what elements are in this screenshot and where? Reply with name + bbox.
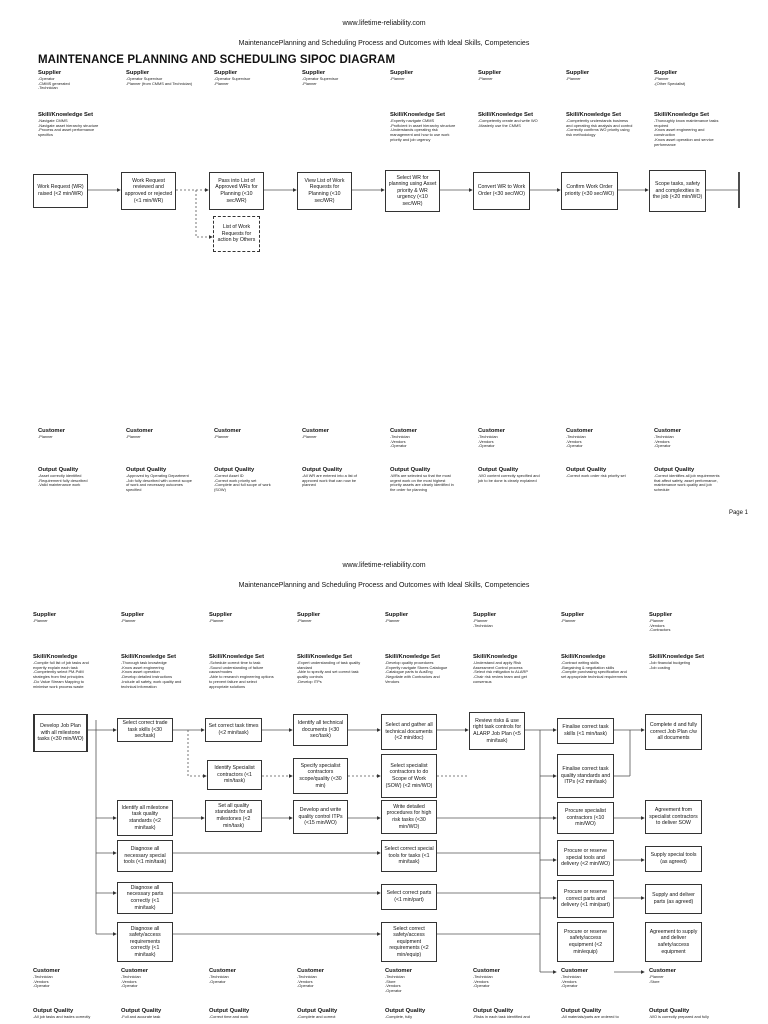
header-subtitle-2: MaintenancePlanning and Scheduling Process and Outcomes with Ideal Skills, Competencies	[238, 582, 530, 589]
p2-supplier-1-line: -Planner	[33, 618, 48, 623]
p2-skill-2-line: technical information	[121, 683, 157, 689]
p1-output-4-label: Output Quality	[302, 467, 343, 473]
p2-skill-7-line: -Bargaining & negotiation skills	[561, 664, 615, 670]
p1-customer-3-line: -Planner	[214, 434, 229, 439]
p1-supplier-4-line: -Planner	[302, 80, 317, 86]
p2-customer-2-line: -Vendors	[121, 978, 137, 984]
p2-skill-7-line: -Compile purchasing specification and	[561, 669, 627, 675]
p2-skill-3-line: appropriate solutions	[209, 683, 246, 689]
box-select-trade-skills: Select correct trade task skills (<30 sec/task)	[117, 718, 173, 742]
p2-skill-2-line: -Include all safety, work quality and	[121, 678, 182, 684]
p2-skill-8-label: Skill/Knowledge Set	[649, 654, 705, 660]
p2-skill-7-line: -Contract writing skills	[561, 660, 599, 665]
p1-customer-7-line: -Operator	[566, 443, 583, 449]
p1-supplier-5-line: -Planner	[390, 76, 405, 81]
box-select-docs: Select and gather all technical documents (<2 min/doc)	[381, 714, 437, 750]
p2-skill-3-label: Skill/Knowledge Set	[209, 654, 265, 660]
p1-supplier-6-line: -Planner	[478, 76, 493, 81]
box-select-safety: Select correct safety/access equipment requirements (<2 min/equip)	[381, 922, 437, 962]
p2-supplier-5-label: Supplier	[385, 612, 409, 618]
p2-skill-3-line: cause/modes	[209, 669, 233, 675]
diagram-title: MAINTENANCE PLANNING AND SCHEDULING SIPOC DIAGRAM	[38, 54, 396, 66]
box-set-quality: Set all quality standards for all milestones (<2 min/task)	[205, 800, 262, 832]
p1-customer-5-line: -Operator	[390, 443, 407, 449]
p1-output-1-line: -Asset correctly identified	[38, 473, 82, 478]
p1-output-8-label: Output Quality	[654, 467, 695, 473]
p1-customer-6-line: -Vendors	[478, 438, 494, 444]
p2-customer-8-line: -Store	[649, 978, 660, 984]
p1-supplier-2-label: Supplier	[126, 70, 150, 76]
p1-customer-6-label: Customer	[478, 428, 506, 434]
p1-customer-5-line: -Vendors	[390, 438, 406, 444]
p2-skill-4-line: -Able to specify and set correct task	[297, 669, 359, 675]
p2-customer-7-label: Customer	[561, 968, 589, 974]
p2-customer-8-line: -Planner	[649, 974, 664, 979]
p2-customer-6-line: -Operator	[473, 983, 490, 989]
p1-output-5-line: the order for planning	[390, 487, 427, 493]
process-box-8: Scope tasks, safety and complexities in the job (<20 min/WO)	[649, 170, 706, 212]
p1-output-1-line: -Requirement fully described	[38, 477, 88, 483]
p2-customer-1-label: Customer	[33, 968, 61, 974]
p2-skill-1-line: -Do Value Stream Mapping to	[33, 678, 84, 684]
p2-skill-1-line: strategies from first principles	[33, 674, 84, 680]
p2-output-4-line: -Complete and correct	[297, 1014, 336, 1019]
p1-output-3-line: -Correct Asset ID	[214, 473, 244, 478]
p2-supplier-3-label: Supplier	[209, 612, 233, 618]
p2-skill-6-label: Skill/Knowledge	[473, 654, 518, 660]
box-diagnose-parts: Diagnose all necessary parts correctly (<1 min/task)	[117, 882, 173, 914]
p1-skill-8-line: -Thoroughly know maintenance tasks	[654, 118, 719, 123]
process-box-4: View List of Work Requests for Planning (<10 sec/WR)	[297, 172, 352, 210]
process-box-2: Work Request reviewed and approved or rejected (<1 min/WR)	[121, 172, 176, 210]
p1-output-2-line: of work and necessary outcomes	[126, 482, 183, 488]
p2-supplier-8-line: -Planner	[649, 618, 664, 623]
p1-skill-8-label: Skill/Knowledge Set	[654, 112, 710, 118]
p1-output-6-label: Output Quality	[478, 467, 519, 473]
p2-supplier-8-label: Supplier	[649, 612, 673, 618]
p2-customer-7-line: -Vendors	[561, 978, 577, 984]
p1-output-2-label: Output Quality	[126, 467, 167, 473]
p1-output-3-label: Output Quality	[214, 467, 255, 473]
p2-skill-2-line: -Thorough task knowledge	[121, 660, 167, 665]
box-finalise-quality: Finalise correct task quality standards and ITPs (<2 min/task)	[557, 754, 614, 798]
p2-skill-1-label: Skill/Knowledge	[33, 654, 78, 660]
p1-skill-6-label: Skill/Knowledge Set	[478, 112, 534, 118]
box-select-specialist: Select specialist contractors to do Scope of Work (SOW) (<2 min/WO)	[381, 754, 437, 798]
p2-skill-2-label: Skill/Knowledge Set	[121, 654, 177, 660]
p1-skill-5-line: priority and job urgency	[390, 136, 431, 142]
p1-skill-5-label: Skill/Knowledge Set	[390, 112, 446, 118]
box-write-procedures: Write detailed procedures for high risk tasks (<30 min/WO)	[381, 800, 437, 834]
p1-customer-3-label: Customer	[214, 428, 242, 434]
p2-output-6-label: Output Quality	[473, 1008, 514, 1014]
header-subtitle: MaintenancePlanning and Scheduling Process and Outcomes with Ideal Skills, Competencies	[238, 40, 530, 47]
header-url: www.lifetime-reliability.com	[342, 20, 426, 27]
box-identify-specialist: Identify Specialist contractors (<1 min/task)	[207, 760, 262, 790]
p2-customer-7-line: -Operator	[561, 983, 578, 989]
box-procure-specialist: Procure specialist contractors (<10 min/WO)	[557, 802, 614, 834]
p1-customer-1-line: -Planner	[38, 434, 53, 439]
p2-skill-4-line: standard	[297, 664, 313, 670]
p2-output-1-line: -All job tasks and trades correctly	[33, 1014, 91, 1019]
p2-supplier-6-line: -Planner	[473, 618, 488, 623]
p1-skill-1-line: -Navigate CMMS	[38, 118, 68, 123]
box-set-task-times: Set correct task times (<2 min/task)	[205, 718, 262, 742]
box-complete-job-plan: Complete d and fully correct Job Plan c/w all documents	[645, 714, 702, 750]
p2-output-3-label: Output Quality	[209, 1008, 250, 1014]
p2-skill-5-line: Vendors	[385, 678, 400, 684]
p2-skill-6-line: Assessment Control process	[473, 664, 523, 670]
p2-supplier-2-label: Supplier	[121, 612, 145, 618]
p1-supplier-8-label: Supplier	[654, 70, 678, 76]
p1-output-1-line: -Valid maintenance work	[38, 482, 81, 488]
p1-supplier-4-line: -Operator Supervisor	[302, 76, 339, 81]
p2-skill-1-line: -Compile full list of job tasks and	[33, 660, 89, 665]
p2-skill-6-line: consensus	[473, 678, 492, 684]
p2-supplier-6-label: Supplier	[473, 612, 497, 618]
p1-output-4-line: approved work that can now be	[302, 477, 357, 483]
process-box-1: Work Request (WR) raised (<2 min/WR)	[33, 174, 88, 208]
p1-output-7-line: -Correct work order risk priority set	[566, 473, 626, 478]
p2-supplier-6-line: -Technician	[473, 622, 493, 628]
p2-customer-5-line: -Operator	[385, 988, 402, 994]
p1-customer-2-label: Customer	[126, 428, 154, 434]
p2-skill-5-label: Skill/Knowledge Set	[385, 654, 441, 660]
p2-skill-7-line: set appropriate technical requirements	[561, 674, 628, 680]
p1-output-5-line: -WRs are selected so that the most	[390, 473, 451, 478]
p2-customer-2-line: -Technician	[121, 974, 141, 979]
p1-supplier-5-label: Supplier	[390, 70, 414, 76]
p1-skill-7-line: risk methodology	[566, 132, 596, 138]
p2-customer-3-line: -Technician	[209, 974, 229, 979]
p2-output-5-label: Output Quality	[385, 1008, 426, 1014]
p1-skill-1-line: -Navigate asset hierarchy structure	[38, 122, 99, 128]
box-diagnose-safety: Diagnose all safety/access requirements correctly (<1 min/task)	[117, 922, 173, 962]
p1-supplier-4-label: Supplier	[302, 70, 326, 76]
box-procure-safety: Procure or reserve safety/access equipment (<2 min/equip)	[557, 922, 614, 962]
p2-skill-2-line: -Know asset engineering	[121, 664, 164, 670]
p1-skill-5-line: -Expertly navigate CMMS	[390, 118, 435, 123]
p2-supplier-5-line: -Planner	[385, 618, 400, 623]
p2-output-2-label: Output Quality	[121, 1008, 162, 1014]
p1-skill-7-line: -Competently understands business	[566, 118, 629, 123]
p1-output-2-line: -Job fully described with correct scope	[126, 477, 192, 483]
p1-output-2-line: -Approved by Operating Department	[126, 473, 189, 478]
p2-supplier-4-label: Supplier	[297, 612, 321, 618]
p2-customer-8-label: Customer	[649, 968, 677, 974]
box-finalise-skills: Finalise correct task skills (<1 min/task)	[557, 718, 614, 744]
p2-output-3-line: -Correct time and work	[209, 1014, 249, 1019]
p1-skill-8-line: required	[654, 122, 669, 128]
p1-skill-7-label: Skill/Knowledge Set	[566, 112, 622, 118]
p1-skill-7-line: and operating risk analysis and control	[566, 122, 633, 128]
header-url-2: www.lifetime-reliability.com	[342, 562, 426, 569]
p2-customer-4-label: Customer	[297, 968, 325, 974]
p2-output-6-line: -Risks in each task identified and	[473, 1014, 530, 1019]
p1-output-7-label: Output Quality	[566, 467, 607, 473]
p1-customer-8-line: -Operator	[654, 443, 671, 449]
p1-output-5-label: Output Quality	[390, 467, 431, 473]
p2-skill-1-line: expertly explain each task	[33, 664, 78, 670]
box-procure-tools: Procure or reserve special tools and delivery (<2 min/WO)	[557, 840, 614, 876]
p2-skill-8-line: -Job financial budgeting	[649, 660, 691, 665]
p1-customer-4-label: Customer	[302, 428, 330, 434]
p2-customer-1-line: -Operator	[33, 983, 50, 989]
box-select-tools: Select correct special tools for tasks (<1 min/task)	[381, 840, 437, 872]
p1-output-6-line: job to be done is clearly explained	[478, 477, 537, 483]
p1-skill-8-line: performance	[654, 141, 676, 147]
p2-skill-8-line: -Job costing	[649, 664, 670, 670]
box-review-risks: Review risks & use right task controls for ALARP Job Plan (<5 min/task)	[469, 712, 525, 750]
p1-customer-7-label: Customer	[566, 428, 594, 434]
p1-customer-5-line: -Technician	[390, 434, 410, 439]
p2-skill-4-line: -Develop ITPs	[297, 678, 322, 684]
box-develop-job-plan: Develop Job Plan with all milestone tasks (<30 min/WO)	[33, 714, 88, 752]
p1-customer-6-line: -Technician	[478, 434, 498, 439]
p2-supplier-3-line: -Planner	[209, 618, 224, 623]
p1-supplier-8-line: -Planner	[654, 76, 669, 81]
p1-output-5-line: urgent work on the most highest	[390, 477, 446, 483]
p2-skill-5-line: -Develop quality procedures	[385, 660, 434, 665]
box-identify-docs: Identify all technical documents (<30 sec/task)	[293, 714, 348, 746]
p1-customer-2-line: -Planner	[126, 434, 141, 439]
p1-customer-1-label: Customer	[38, 428, 66, 434]
p2-customer-5-line: -Technician	[385, 974, 405, 979]
p2-output-7-line: -All materials/parts are ordered to	[561, 1014, 619, 1019]
p1-output-5-line: priority assets are clearly identified in	[390, 482, 454, 488]
p1-supplier-1-line: -Technician	[38, 85, 58, 91]
p2-skill-3-line: -Schedule correct time to task	[209, 660, 261, 665]
p1-customer-7-line: -Technician	[566, 434, 586, 439]
p1-supplier-8-line: -(Other Specialist)	[654, 80, 686, 86]
p1-output-8-line: schedule	[654, 487, 670, 493]
p1-customer-5-label: Customer	[390, 428, 418, 434]
p1-customer-7-line: -Vendors	[566, 438, 582, 444]
p2-customer-6-line: -Technician	[473, 974, 493, 979]
p1-customer-8-line: -Technician	[654, 434, 674, 439]
p2-output-1-label: Output Quality	[33, 1008, 74, 1014]
side-box-others: List of Work Requests for action by Others	[213, 216, 260, 252]
p1-supplier-1-label: Supplier	[38, 70, 62, 76]
p2-skill-2-line: -Know asset operation	[121, 669, 160, 675]
p1-customer-8-label: Customer	[654, 428, 682, 434]
p1-supplier-7-line: -Planner	[566, 76, 581, 81]
p2-supplier-7-label: Supplier	[561, 612, 585, 618]
p1-skill-8-line: -Know asset engineering and	[654, 127, 705, 133]
p1-output-6-line: -WO content correctly specified and	[478, 473, 540, 478]
p1-skill-1-label: Skill/Knowledge Set	[38, 112, 94, 118]
p1-skill-6-line: -Masterly use the CMMS	[478, 122, 521, 128]
p1-output-3-line: -Correct work priority set	[214, 477, 257, 483]
p1-output-3-line: -Complete and full scope of work	[214, 482, 271, 488]
p1-supplier-3-line: -Planner	[214, 80, 229, 86]
p2-skill-6-line: -Select risk mitigation to ALARP	[473, 669, 528, 675]
p1-output-1-label: Output Quality	[38, 467, 79, 473]
p2-skill-4-line: quality controls	[297, 674, 323, 680]
p2-customer-4-line: -Operator	[297, 983, 314, 989]
p2-skill-5-line: -Expertly navigate Stores Catalogue	[385, 664, 448, 670]
p1-skill-7-line: -Correctly confirms WO priority using	[566, 127, 630, 133]
p1-supplier-2-line: -Planner (from CMMS and Technician)	[126, 80, 193, 86]
process-box-7: Confirm Work Order priority (<30 sec/WO)	[561, 172, 618, 210]
p1-output-2-line: specified	[126, 487, 142, 493]
p2-customer-3-line: -Operator	[209, 978, 226, 984]
p1-output-8-line: -Correct identifies all job requirements	[654, 473, 720, 478]
p1-output-8-line: maintenance work quality and job	[654, 482, 712, 488]
p2-supplier-2-line: -Planner	[121, 618, 136, 623]
box-agreement-sow: Agreement from specialist contractors to deliver SOW	[645, 800, 702, 834]
box-procure-parts: Procure or reserve correct parts and delivery (<1 min/part)	[557, 880, 614, 918]
p2-skill-4-line: -Expert understanding of task quality	[297, 660, 361, 665]
p2-customer-1-line: -Technician	[33, 974, 53, 979]
p2-customer-3-label: Customer	[209, 968, 237, 974]
p2-output-5-line: -Complete, fully	[385, 1014, 413, 1019]
p1-skill-6-line: -Competently create and write WO	[478, 118, 538, 123]
p2-output-4-label: Output Quality	[297, 1008, 338, 1014]
p2-skill-3-line: -Able to research engineering options	[209, 674, 274, 680]
box-milestone-quality: Identify all milestone task quality standards (<2 min/task)	[117, 800, 173, 836]
p2-skill-6-line: -Chair risk review team and get	[473, 674, 527, 680]
p2-customer-5-line: -Store	[385, 978, 396, 984]
p2-skill-3-line: -Sound understanding of failure	[209, 664, 264, 670]
p1-output-3-line: (SOW)	[214, 487, 226, 493]
p2-supplier-1-label: Supplier	[33, 612, 57, 618]
p2-output-8-line: -WO is correctly prepared and fully	[649, 1014, 709, 1019]
p2-skill-7-label: Skill/Knowledge	[561, 654, 606, 660]
p1-supplier-2-line: -Operator Supervisor	[126, 76, 163, 81]
p1-customer-4-line: -Planner	[302, 434, 317, 439]
p1-supplier-1-line: -CMMS generated	[38, 80, 70, 86]
p1-skill-5-line: -Proficient in asset hierarchy structure	[390, 122, 456, 128]
p2-customer-7-line: -Technician	[561, 974, 581, 979]
page-number: Page 1	[728, 510, 748, 516]
p1-output-4-line: -All WR are entered into a list of	[302, 473, 357, 478]
p2-supplier-8-line: -Contractors	[649, 627, 671, 633]
p2-customer-5-label: Customer	[385, 968, 413, 974]
p1-supplier-6-label: Supplier	[478, 70, 502, 76]
p1-supplier-1-line: -Operator	[38, 76, 55, 81]
box-diagnose-tools: Diagnose all necessary special tools (<1 min/task)	[117, 840, 173, 872]
p1-skill-8-line: -Know asset operation and service	[654, 136, 714, 142]
p2-skill-5-line: -Negotiate with Contractors and	[385, 674, 440, 680]
box-select-parts: Select correct parts (<1 min/part)	[381, 884, 437, 910]
process-box-3: Pass into List of Approved WRs for Planning (<10 sec/WR)	[209, 172, 264, 210]
p2-skill-4-label: Skill/Knowledge Set	[297, 654, 353, 660]
p2-customer-4-line: -Vendors	[297, 978, 313, 984]
p2-customer-6-line: -Vendors	[473, 978, 489, 984]
p2-supplier-4-line: -Planner	[297, 618, 312, 623]
p2-skill-6-line: -Understand and apply Risk	[473, 660, 522, 665]
p2-skill-1-line: minimise work process waste	[33, 683, 84, 689]
p2-customer-5-line: -Vendors	[385, 983, 401, 989]
p2-output-7-label: Output Quality	[561, 1008, 602, 1014]
p1-customer-6-line: -Operator	[478, 443, 495, 449]
box-supply-tools: Supply special tools (as agreed)	[645, 846, 702, 872]
p2-skill-3-line: to prevent failure and select	[209, 678, 257, 684]
p2-skill-5-line: -Catalogue parts to AusEng	[385, 669, 433, 675]
p2-skill-2-line: -Develop detailed instructions	[121, 674, 173, 680]
box-agreement-safety: Agreement to supply and deliver safety/access equipment	[645, 922, 702, 962]
p1-supplier-3-label: Supplier	[214, 70, 238, 76]
p1-supplier-7-label: Supplier	[566, 70, 590, 76]
box-supply-parts: Supply and deliver parts (as agreed)	[645, 884, 702, 914]
page-2	[0, 548, 768, 1024]
p1-skill-5-line: management and how to use work	[390, 132, 450, 138]
p2-output-8-label: Output Quality	[649, 1008, 690, 1014]
box-develop-itp: Develop and write quality control ITPs (<15 min/WO)	[293, 800, 348, 834]
p1-output-8-line: that affect safety, asset performance,	[654, 477, 718, 483]
p1-supplier-3-line: -Operator Supervisor	[214, 76, 251, 81]
p2-customer-1-line: -Vendors	[33, 978, 49, 984]
box-specify-specialist: Specify specialist contractors scope/quality (<30 min)	[293, 758, 348, 794]
p2-customer-2-label: Customer	[121, 968, 149, 974]
p1-output-4-line: planned	[302, 482, 316, 488]
p2-supplier-8-line: -Vendors	[649, 622, 665, 628]
p2-output-2-line: -Full and accurate task	[121, 1014, 161, 1019]
p1-skill-5-line: -Understands operating risk	[390, 127, 438, 133]
process-box-6: Convert WR to Work Order (<30 sec/WO)	[473, 172, 530, 210]
p1-customer-8-line: -Vendors	[654, 438, 670, 444]
p1-skill-1-line: specifics	[38, 132, 53, 138]
p2-customer-6-label: Customer	[473, 968, 501, 974]
p1-skill-8-line: construction	[654, 132, 675, 138]
p1-skill-1-line: -Process and asset performance	[38, 127, 95, 133]
p2-supplier-7-line: -Planner	[561, 618, 576, 623]
p2-customer-4-line: -Technician	[297, 974, 317, 979]
p2-customer-2-line: -Operator	[121, 983, 138, 989]
p2-skill-1-line: -Competently select PM-PdM	[33, 669, 84, 675]
process-box-5: Select WR for planning using Asset priority & WR urgency (<10 sec/WR)	[385, 170, 440, 212]
